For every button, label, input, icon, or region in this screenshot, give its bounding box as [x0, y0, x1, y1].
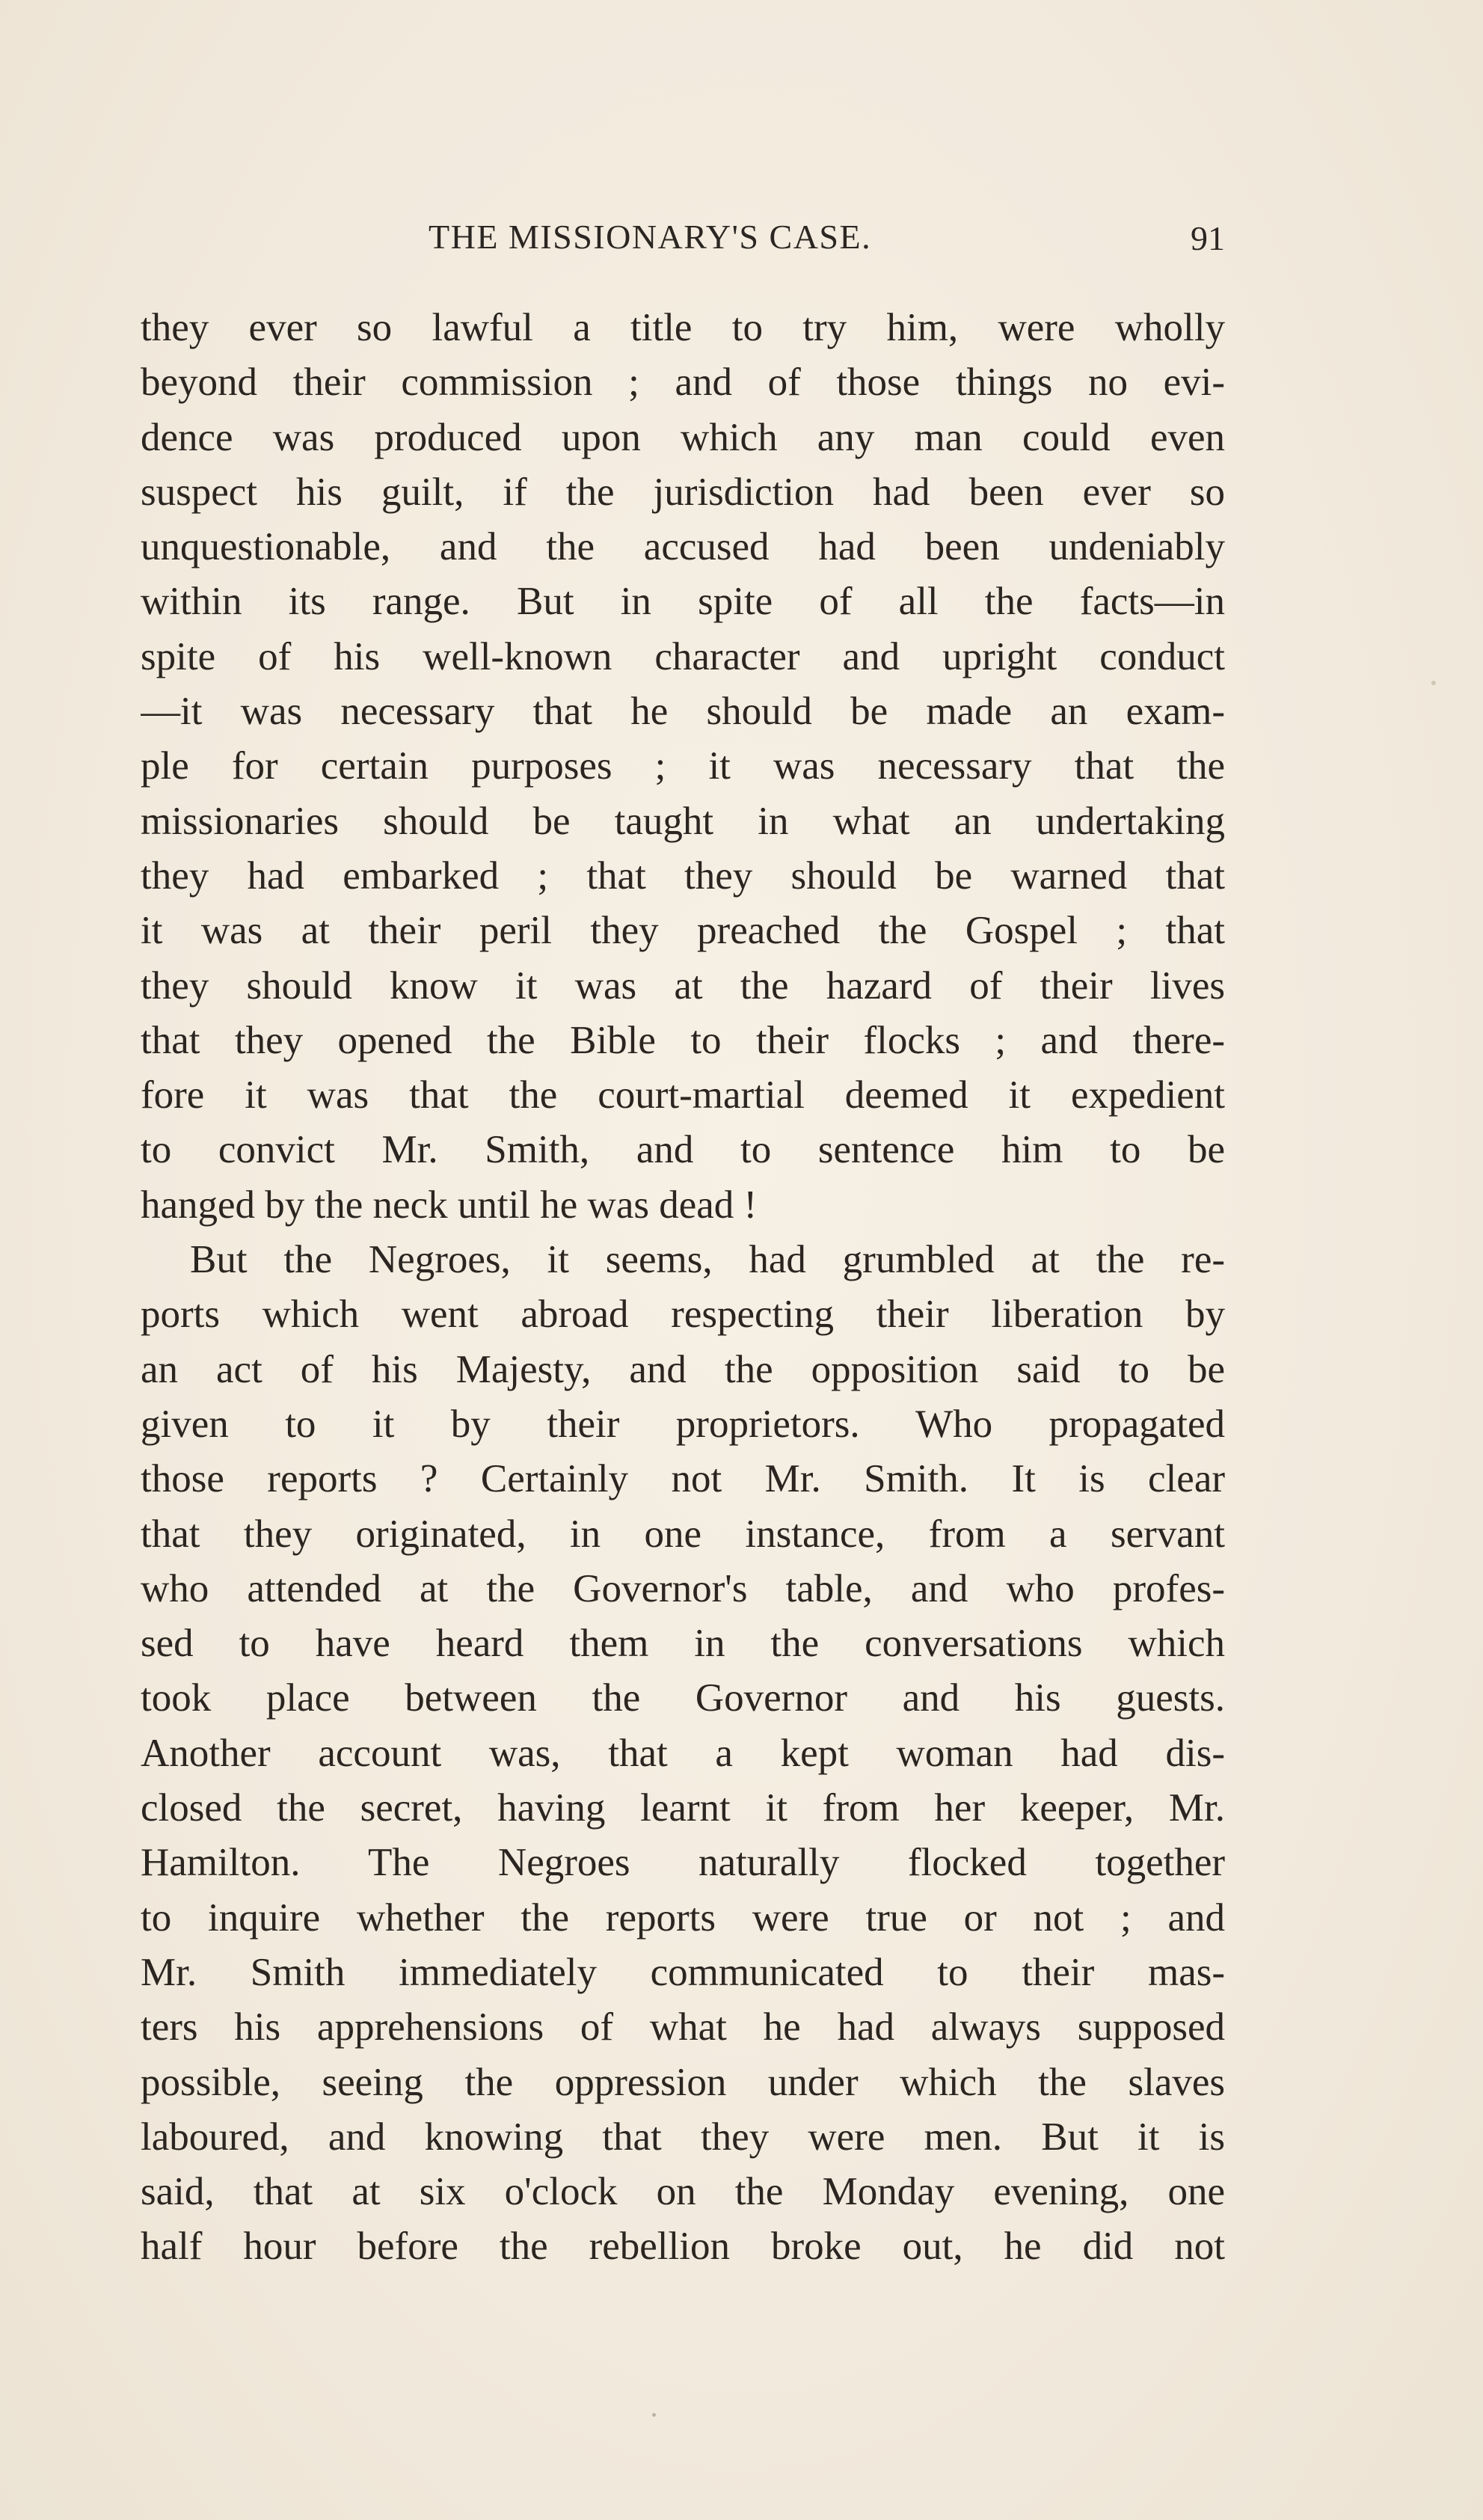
text-line: suspect his guilt, if the jurisdiction had been ever so — [141, 470, 1225, 514]
text-line: half hour before the rebellion broke out, he did not — [141, 2225, 1225, 2269]
text-line: that they opened the Bible to their flocks ; and there- — [141, 1018, 1225, 1062]
text-line: hanged by the neck until he was dead ! — [141, 1183, 758, 1227]
text-line: —it was necessary that he should be made an exam- — [141, 690, 1225, 734]
text-line: they should know it was at the hazard of their lives — [141, 963, 1225, 1008]
text-line: took place between the Governor and his guests. — [141, 1676, 1225, 1720]
text-line: sed to have heard them in the conversations which — [141, 1622, 1225, 1666]
text-line: they had embarked ; that they should be warned that — [141, 853, 1225, 898]
text-line: Mr. Smith immediately communicated to their mas- — [141, 1950, 1225, 1994]
text-line: it was at their peril they preached the Gospel ; that — [141, 909, 1225, 953]
page-number: 91 — [1191, 219, 1225, 257]
text-line: ple for certain purposes ; it was necessary that the — [141, 744, 1225, 788]
paper-speck — [652, 2413, 656, 2417]
text-line: given to it by their proprietors. Who propagated — [141, 1402, 1225, 1446]
text-line: laboured, and knowing that they were men. But it is — [141, 2115, 1225, 2159]
text-line: they ever so lawful a title to try him, were wholly — [141, 306, 1225, 349]
running-head — [141, 217, 1225, 269]
text-line: beyond their commission ; and of those things no evi- — [141, 361, 1225, 405]
text-line: fore it was that the court-martial deemed it expedient — [141, 1073, 1225, 1118]
text-line: within its range. But in spite of all the facts—in — [141, 580, 1225, 624]
text-line: Hamilton. The Negroes naturally flocked together — [141, 1841, 1225, 1885]
text-line: to convict Mr. Smith, and to sentence him to be — [141, 1128, 1225, 1172]
text-line: to inquire whether the reports were true or not ; and — [141, 1895, 1225, 1940]
text-line: those reports ? Certainly not Mr. Smith. It is clear — [141, 1457, 1225, 1501]
text-line: said, that at six o'clock on the Monday evening, one — [141, 2170, 1225, 2214]
text-line: an act of his Majesty, and the opposition said to be — [141, 1347, 1225, 1391]
running-head-title: THE MISSIONARY'S CASE. — [429, 218, 872, 256]
paragraph — [141, 1233, 1225, 2275]
paragraph — [141, 301, 1225, 1233]
text-line: ports which went abroad respecting their liberation by — [141, 1293, 1225, 1337]
body-text — [141, 301, 1225, 2275]
text-line: But the Negroes, it seems, had grumbled at the re- — [190, 1238, 1225, 1282]
text-line: dence was produced upon which any man could even — [141, 415, 1225, 459]
text-line: ters his apprehensions of what he had always supposed — [141, 2005, 1225, 2050]
text-line: possible, seeing the oppression under which the slaves — [141, 2060, 1225, 2104]
text-line: Another account was, that a kept woman had dis- — [141, 1731, 1225, 1775]
paper-speck — [1431, 681, 1436, 685]
text-line: missionaries should be taught in what an undertaking — [141, 799, 1225, 843]
text-line: closed the secret, having learnt it from her keeper, Mr. — [141, 1786, 1225, 1830]
text-line: spite of his well-known character and upright conduct — [141, 634, 1225, 678]
text-line: unquestionable, and the accused had been undeniably — [141, 525, 1225, 569]
text-line: that they originated, in one instance, from a servant — [141, 1512, 1225, 1556]
text-line: who attended at the Governor's table, and who profes- — [141, 1566, 1225, 1610]
